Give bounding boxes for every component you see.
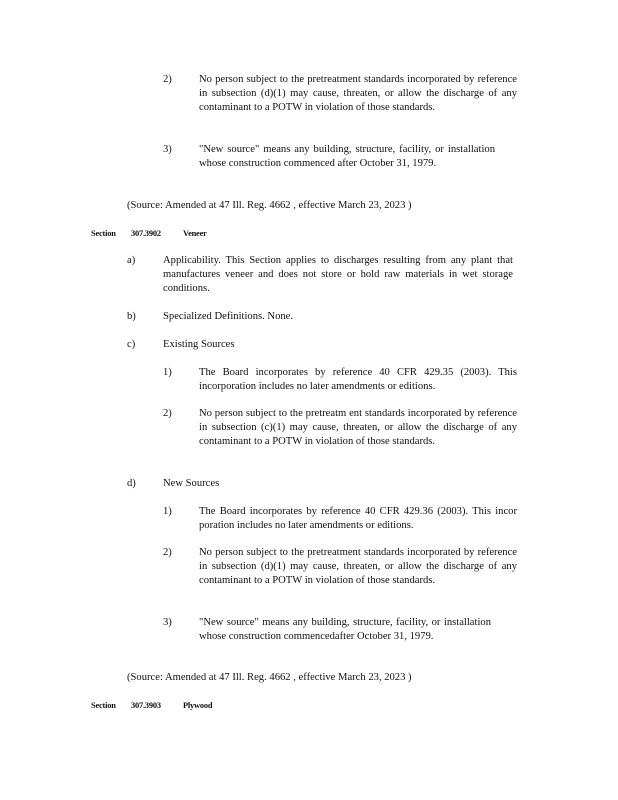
paragraph-text: "New source" means any building, structure, facility, or installation whose construction commenced after October 31, 1979.: [199, 144, 495, 169]
paragraph-text: The Board incorporates by reference 40 CFR 429.35 (2003). This incorporation includes no later amendments or editions.: [199, 367, 517, 392]
paragraph-text: No person subject to the pretreatment standards incorporated by reference in subsection (d)(1) may cause, threaten, or allow the discharge of any contaminant to a POTW in violation of those standards.: [199, 547, 517, 586]
subsection-heading: New Sources: [163, 478, 220, 489]
item-number: 2): [163, 74, 172, 85]
section-number: 307.3903: [131, 701, 161, 710]
section-title: Plywood: [183, 701, 213, 710]
source-note: (Source: Amended at 47 Ill. Reg. 4662 , effective March 23, 2023 ): [127, 200, 412, 211]
paragraph-text: "New source" means any building, structure, facility, or installation whose construction commencedafter October 31, 1979.: [199, 617, 491, 642]
subsection-heading: Existing Sources: [163, 339, 235, 350]
item-number: d): [127, 478, 136, 489]
paragraph-text: Applicability. This Section applies to discharges resulting from any plant that manufactures veneer and does not store or hold raw materials in wet storage conditions.: [163, 255, 513, 294]
item-number: b): [127, 311, 136, 322]
item-number: 3): [163, 144, 172, 155]
item-number: 2): [163, 408, 172, 419]
paragraph-text: Specialized Definitions. None.: [163, 311, 294, 322]
item-number: a): [127, 255, 136, 266]
section-title: Veneer: [183, 229, 207, 238]
section-label: Section: [91, 701, 116, 710]
section-number: 307.3902: [131, 229, 161, 238]
item-number: 1): [163, 506, 172, 517]
item-number: 3): [163, 617, 172, 628]
paragraph-text: No person subject to the pretreatment standards incorporated by reference in subsection (d)(1) may cause, threaten, or allow the discharge of any contaminant to a POTW in violation of those standards.: [199, 74, 517, 113]
item-number: 1): [163, 367, 172, 378]
paragraph-text: The Board incorporates by reference 40 CFR 429.36 (2003). This incor poration includes no later amendments or editions.: [199, 506, 517, 531]
paragraph-text: No person subject to the pretreatm ent standards incorporated by reference in subsection (c)(1) may cause, threaten, or allow the discharge of any contaminant to a POTW in violation of those standards.: [199, 408, 517, 447]
section-label: Section: [91, 229, 116, 238]
item-number: c): [127, 339, 136, 350]
item-number: 2): [163, 547, 172, 558]
source-note: (Source: Amended at 47 Ill. Reg. 4662 , effective March 23, 2023 ): [127, 672, 412, 683]
